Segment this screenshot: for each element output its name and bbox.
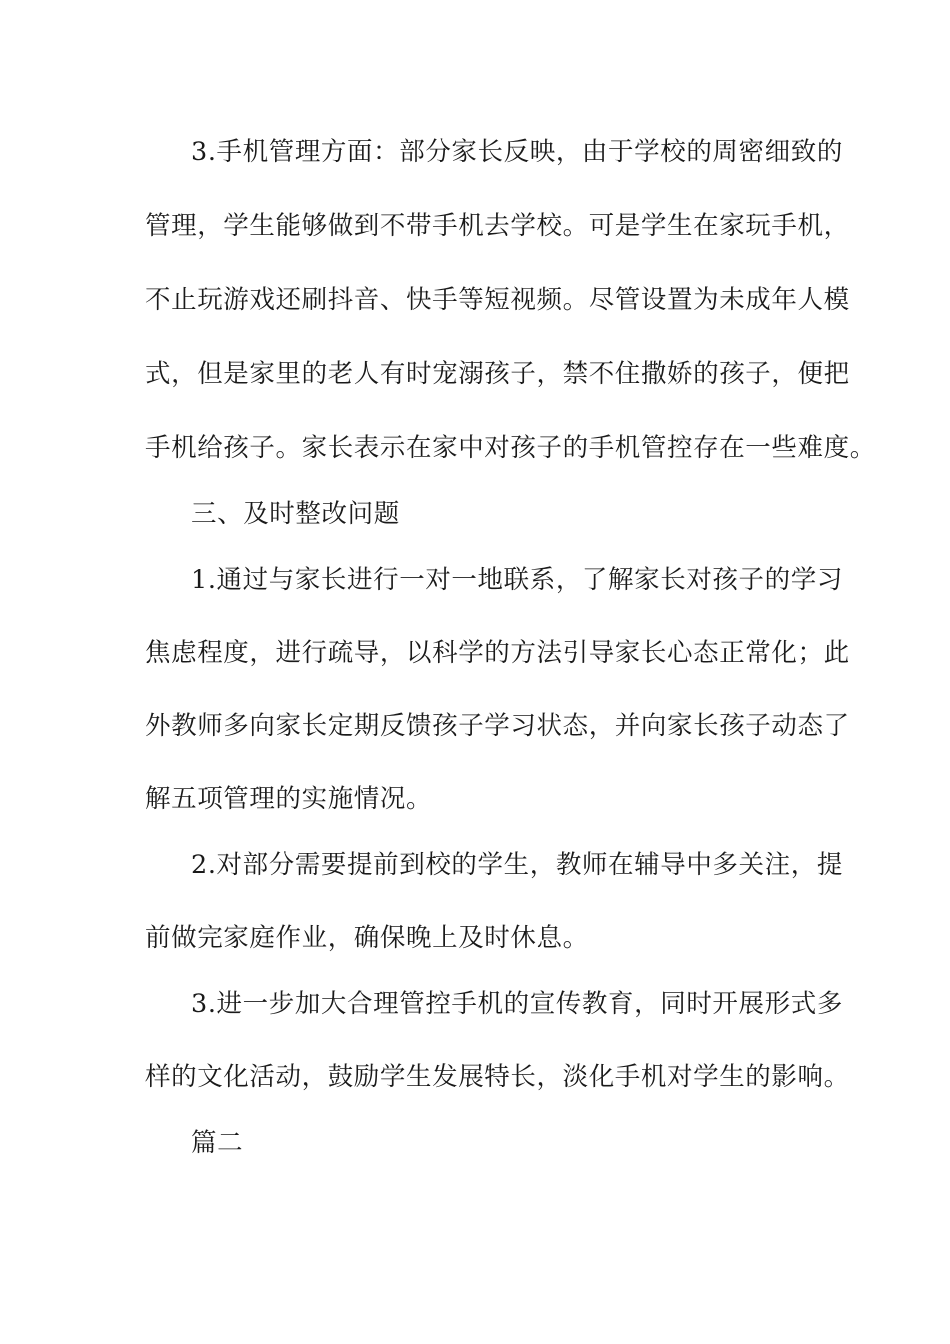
part-two-heading: 篇二: [191, 1128, 244, 1158]
paragraph-3-line-1: 3.手机管理方面：部分家长反映，由于学校的周密细致的: [191, 137, 843, 167]
item-1-line-2: 焦虑程度，进行疏导，以科学的方法引导家长心态正常化；此: [145, 638, 850, 668]
item-1-line-4: 解五项管理的实施情况。: [145, 784, 433, 814]
item-1-line-1: 1.通过与家长进行一对一地联系，了解家长对孩子的学习: [191, 565, 843, 595]
item-3-line-1: 3.进一步加大合理管控手机的宣传教育，同时开展形式多: [191, 989, 843, 1019]
paragraph-3-line-5: 手机给孩子。家长表示在家中对孩子的手机管控存在一些难度。: [145, 433, 876, 463]
paragraph-3-line-3: 不止玩游戏还刷抖音、快手等短视频。尽管设置为未成年人模: [145, 285, 850, 315]
item-2-line-2: 前做完家庭作业，确保晚上及时休息。: [145, 923, 589, 953]
item-3-line-2: 样的文化活动，鼓励学生发展特长，淡化手机对学生的影响。: [145, 1062, 850, 1092]
item-2-line-1: 2.对部分需要提前到校的学生，教师在辅导中多关注，提: [191, 850, 843, 880]
paragraph-3-line-4: 式，但是家里的老人有时宠溺孩子，禁不住撒娇的孩子，便把: [145, 359, 850, 389]
paragraph-3-line-2: 管理，学生能够做到不带手机去学校。可是学生在家玩手机，: [145, 211, 850, 241]
item-1-line-3: 外教师多向家长定期反馈孩子学习状态，并向家长孩子动态了: [145, 711, 850, 741]
section-heading: 三、及时整改问题: [191, 499, 400, 529]
